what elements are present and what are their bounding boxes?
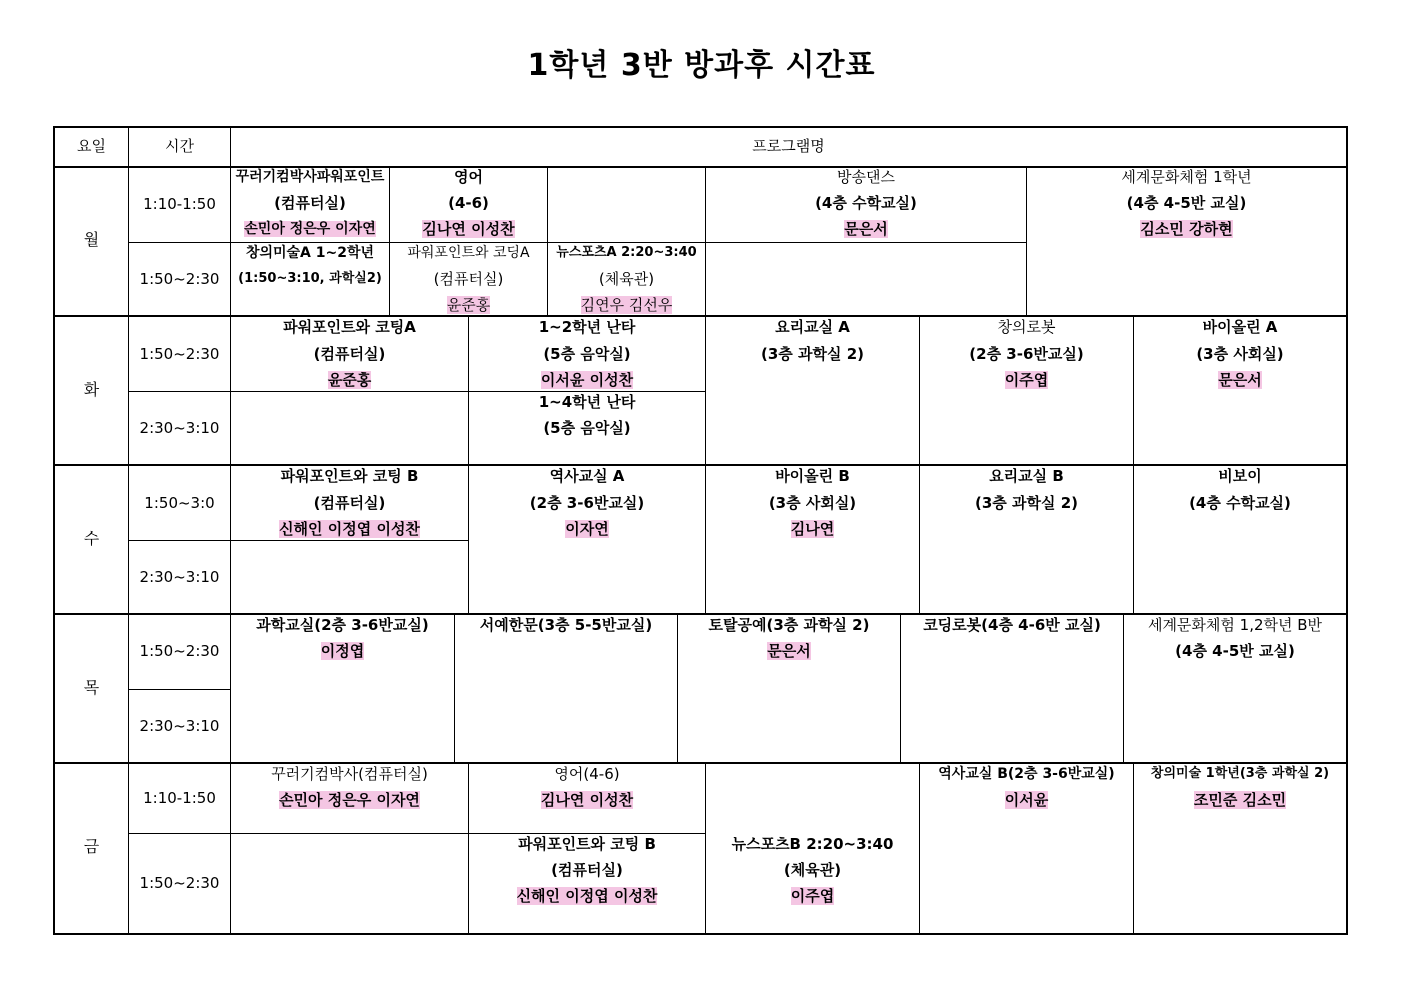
teacher-highlight: 신해인 이정엽 이성찬 xyxy=(279,520,420,538)
col-divider xyxy=(1133,762,1134,934)
program-teachers xyxy=(1134,370,1346,390)
program-name: 요리교실 B xyxy=(989,467,1064,485)
program-name: 1~4학년 난타 xyxy=(538,393,636,411)
program-room: (2층 3-6반교실) xyxy=(529,494,645,512)
program-teachers xyxy=(706,519,919,539)
program-teachers xyxy=(469,519,705,539)
teacher-highlight: 이정엽 xyxy=(320,642,365,660)
day-label-thu: 목 xyxy=(83,678,100,697)
teacher-highlight: 손민아 정은우 이자연 xyxy=(279,791,420,809)
program-name: 세계문화체험 1,2학년 B반 xyxy=(1147,616,1323,634)
time-slot: 2:30~3:10 xyxy=(139,717,220,735)
program-name: 파워포인트와 코팅 B xyxy=(280,467,419,485)
teacher-highlight: 이주엽 xyxy=(1004,371,1049,389)
program-name: 1~2학년 난타 xyxy=(538,318,636,336)
program-name: 바이올린 B xyxy=(775,467,850,485)
program-name: 역사교실 A xyxy=(549,467,625,485)
program-teachers xyxy=(390,295,547,315)
program-teachers xyxy=(231,641,454,661)
col-divider xyxy=(128,126,129,934)
header-time: 시간 xyxy=(165,137,194,155)
page-title: 1학년 3반 방과후 시간표 xyxy=(527,48,876,83)
program-room: (4층 4-5반 교실) xyxy=(1175,642,1295,660)
day-label-mon: 월 xyxy=(83,230,100,249)
program-room: (컴퓨터실) xyxy=(433,270,504,288)
program-teachers xyxy=(678,641,900,661)
time-slot: 2:30~3:10 xyxy=(139,419,220,437)
program-name: 토탈공예(3층 과학실 2) xyxy=(708,616,870,634)
col-divider xyxy=(1123,613,1124,763)
program-name: 뉴스포츠B 2:20~3:40 xyxy=(731,835,894,853)
program-room: (4층 수학교실) xyxy=(815,194,917,212)
program-teachers xyxy=(231,370,468,390)
day-label-tue: 화 xyxy=(83,380,100,399)
program-room: (컴퓨터실) xyxy=(313,494,386,512)
header-program: 프로그램명 xyxy=(752,137,825,155)
period-divider xyxy=(128,540,468,541)
table-border-right xyxy=(1346,126,1348,935)
program-name: 세계문화체험 1학년 xyxy=(1121,168,1252,186)
time-slot: 1:50~2:30 xyxy=(139,270,220,288)
program-name: 창의미술 1학년(3층 과학실 2) xyxy=(1150,766,1330,781)
program-room: (1:50~3:10, 과학실2) xyxy=(238,271,382,286)
time-slot: 1:50~2:30 xyxy=(139,345,220,363)
program-name: 코딩로봇(4층 4-6반 교실) xyxy=(923,616,1101,634)
teacher-highlight: 이서윤 xyxy=(1004,791,1049,809)
program-room: (3층 과학실 2) xyxy=(975,494,1078,512)
time-slot: 2:30~3:10 xyxy=(139,568,220,586)
program-name: 요리교실 A xyxy=(775,318,850,336)
program-teachers xyxy=(1027,219,1346,239)
time-slot: 1:10-1:50 xyxy=(143,195,216,213)
col-divider xyxy=(1026,166,1027,316)
program-room: (5층 음악실) xyxy=(543,345,631,363)
program-teachers xyxy=(469,790,705,810)
program-name: 방송댄스 xyxy=(837,168,895,186)
period-divider xyxy=(128,689,231,690)
teacher-highlight: 윤준홍 xyxy=(446,296,491,314)
teacher-highlight: 이자연 xyxy=(565,520,609,538)
teacher-highlight: 문은서 xyxy=(767,642,811,660)
table-border-top xyxy=(53,126,1348,128)
program-name: 창의로봇 xyxy=(997,318,1056,336)
teacher-highlight: 조민준 김소민 xyxy=(1193,791,1287,809)
program-name: 꾸러기컴박사파워포인트 xyxy=(235,169,385,185)
program-name: 창의미술A 1~2학년 xyxy=(245,245,375,261)
program-room: (2층 3-6반교실) xyxy=(969,345,1084,363)
program-room: (컴퓨터실) xyxy=(274,194,346,212)
program-teachers xyxy=(920,370,1133,390)
program-teachers xyxy=(706,219,1026,239)
teacher-highlight: 김연우 김선우 xyxy=(580,296,673,314)
program-room: (3층 사회실) xyxy=(768,494,857,512)
program-room: (컴퓨터실) xyxy=(313,345,386,363)
program-name: 뉴스포츠A 2:20~3:40 xyxy=(556,245,697,260)
col-divider xyxy=(547,166,548,316)
header-day: 요일 xyxy=(77,137,106,155)
period-divider xyxy=(128,391,231,392)
col-divider xyxy=(454,613,455,763)
program-room: (3층 사회실) xyxy=(1196,345,1284,363)
teacher-highlight: 이서윤 이성찬 xyxy=(540,371,634,389)
program-room: (체육관) xyxy=(598,270,655,288)
col-divider xyxy=(389,166,390,316)
program-name: 파워포인트와 코팅A xyxy=(283,318,416,336)
time-slot: 1:10-1:50 xyxy=(143,789,216,807)
program-teachers xyxy=(548,295,705,315)
time-slot: 1:50~2:30 xyxy=(139,874,220,892)
col-divider xyxy=(705,166,706,316)
program-name: 비보이 xyxy=(1218,467,1262,485)
program-teachers xyxy=(231,519,468,539)
col-divider xyxy=(919,762,920,934)
program-room: (5층 음악실) xyxy=(543,419,631,437)
table-border-bottom xyxy=(53,933,1348,935)
teacher-highlight: 김나연 이성찬 xyxy=(422,220,515,238)
col-divider xyxy=(900,613,901,763)
program-name: 꾸러기컴박사(컴퓨터실) xyxy=(271,765,428,783)
program-teachers xyxy=(920,790,1133,810)
program-name: 서예한문(3층 5-5반교실) xyxy=(479,616,653,634)
teacher-highlight: 김나연 이성찬 xyxy=(540,791,634,809)
program-room: (4층 4-5반 교실) xyxy=(1126,194,1247,212)
program-name: 역사교실 B(2층 3-6반교실) xyxy=(938,766,1115,782)
day-label-wed: 수 xyxy=(83,529,100,548)
teacher-highlight: 신해인 이정엽 이성찬 xyxy=(516,887,658,905)
program-name: 영어 xyxy=(454,168,483,186)
time-slot: 1:50~3:0 xyxy=(144,494,215,512)
teacher-highlight: 이주엽 xyxy=(790,887,835,905)
program-room: (컴퓨터실) xyxy=(551,861,623,879)
program-teachers xyxy=(706,886,919,906)
teacher-highlight: 김나연 xyxy=(790,520,835,538)
program-name: 파워포인트와 코딩A xyxy=(407,245,530,261)
program-name: 파워포인트와 코팅 B xyxy=(518,835,656,853)
program-room: (체육관) xyxy=(783,861,842,879)
program-room: (4-6) xyxy=(448,194,489,212)
program-teachers xyxy=(390,219,547,239)
program-room: (4층 수학교실) xyxy=(1189,494,1291,512)
program-name: 영어(4-6) xyxy=(554,765,620,783)
teacher-highlight: 문은서 xyxy=(844,220,888,238)
program-room: (3층 과학실 2) xyxy=(761,345,864,363)
program-teachers xyxy=(469,370,705,390)
teacher-highlight: 윤준홍 xyxy=(327,371,372,389)
program-teachers xyxy=(231,219,389,239)
time-slot: 1:50~2:30 xyxy=(139,642,220,660)
program-teachers xyxy=(1134,790,1346,810)
program-name: 바이올린 A xyxy=(1202,318,1278,336)
teacher-highlight: 손민아 정은우 이자연 xyxy=(244,221,376,237)
teacher-highlight: 김소민 강하현 xyxy=(1140,220,1233,238)
col-divider xyxy=(677,613,678,763)
program-teachers xyxy=(231,790,468,810)
day-label-fri: 금 xyxy=(83,837,100,856)
teacher-highlight: 문은서 xyxy=(1218,371,1262,389)
program-teachers xyxy=(469,886,705,906)
program-name: 과학교실(2층 3-6반교실) xyxy=(256,616,429,634)
